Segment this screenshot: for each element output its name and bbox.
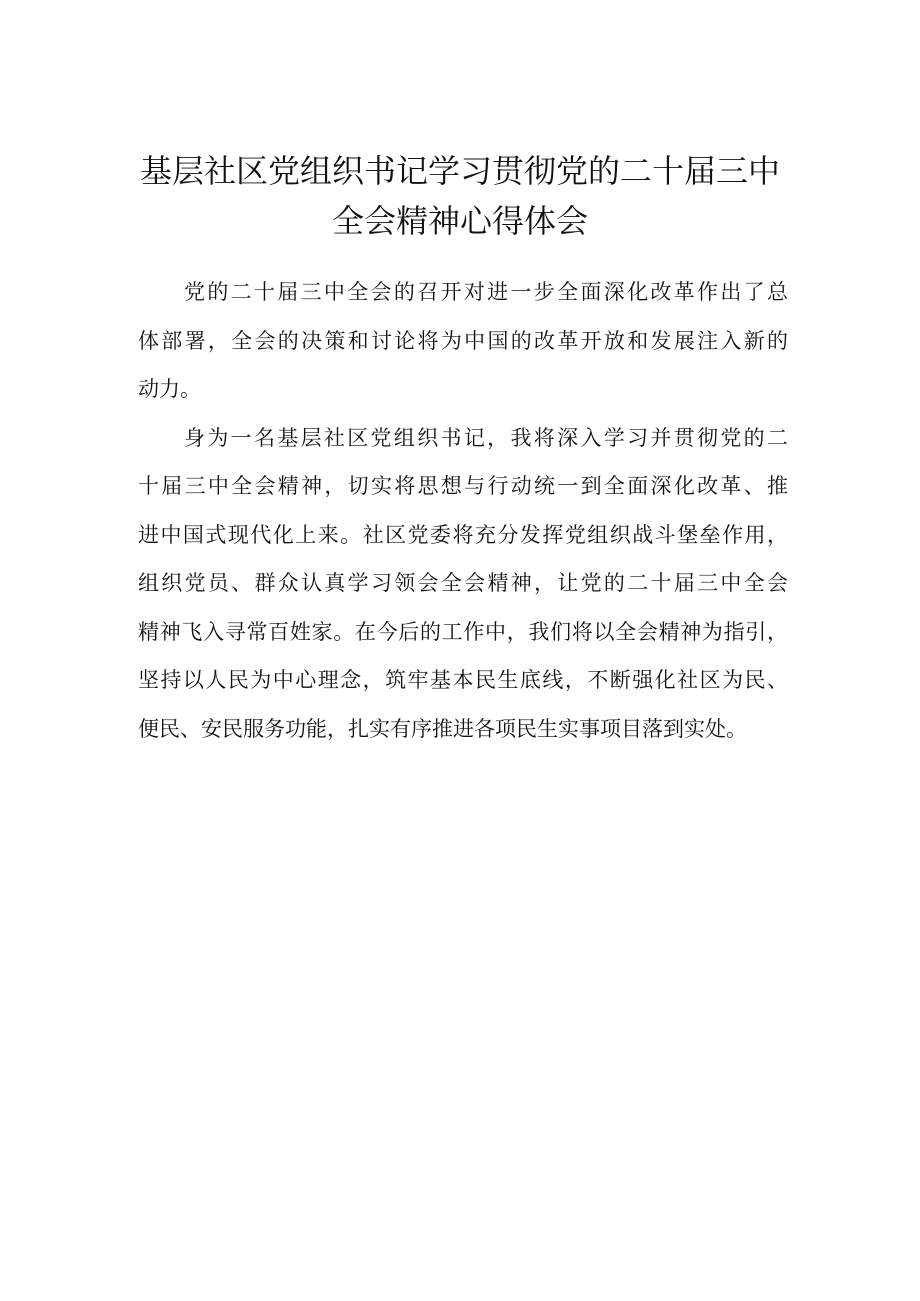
paragraph-line: 进中国式现代化上来。社区党委将充分发挥党组织战斗堡垒作用， bbox=[138, 522, 788, 547]
paragraph-line: 体部署，全会的决策和讨论将为中国的改革开放和发展注入新的 bbox=[138, 328, 788, 353]
paragraph-1 bbox=[138, 268, 788, 414]
paragraph-line: 组织党员、群众认真学习领会全会精神，让党的二十届三中全会 bbox=[138, 571, 788, 595]
paragraph-line: 十届三中全会精神，切实将思想与行动统一到全面深化改革、推 bbox=[138, 474, 788, 498]
document-body bbox=[138, 268, 788, 753]
paragraph-line: 坚持以人民为中心理念，筑牢基本民生底线，不断强化社区为民、 bbox=[138, 668, 788, 692]
paragraph-line: 身为一名基层社区党组织书记，我将深入学习并贯彻党的二 bbox=[184, 425, 788, 450]
page-title bbox=[130, 146, 790, 246]
paragraph-line: 精神飞入寻常百姓家。在今后的工作中，我们将以全会精神为指引， bbox=[138, 619, 788, 644]
title-line-2: 全会精神心得体会 bbox=[331, 202, 588, 240]
title-line-1: 基层社区党组织书记学习贯彻党的二十届三中 bbox=[139, 152, 780, 190]
paragraph-line: 党的二十届三中全会的召开对进一步全面深化改革作出了总 bbox=[184, 280, 788, 304]
paragraph-line: 便民、安民服务功能，扎实有序推进各项民生实事项目落到实处。 bbox=[138, 716, 747, 741]
paragraph-line: 动力。 bbox=[138, 377, 201, 401]
paragraph-2 bbox=[138, 414, 788, 754]
